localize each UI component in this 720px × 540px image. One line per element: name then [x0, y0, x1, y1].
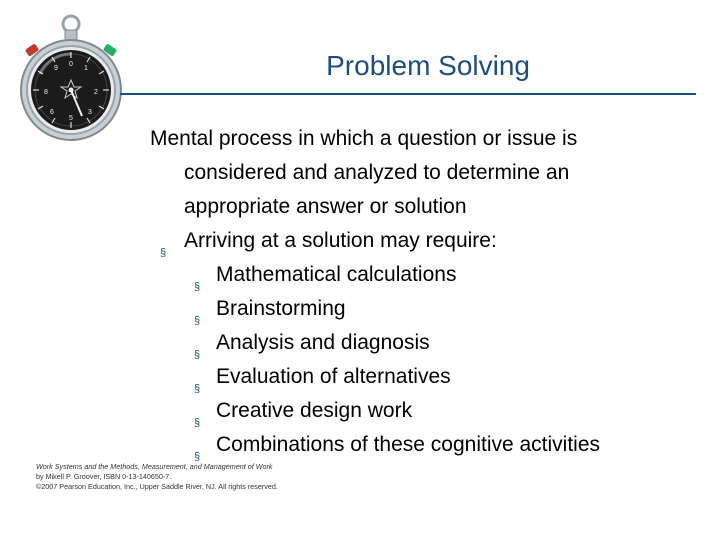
intro-line-3: appropriate answer or solution — [184, 195, 467, 218]
copyright-footer — [36, 462, 336, 492]
svg-text:2: 2 — [94, 89, 98, 96]
bullet-icon: § — [194, 281, 201, 293]
bullet-arriving — [150, 224, 710, 258]
stopwatch-icon — [18, 14, 126, 146]
bullet-icon: § — [194, 315, 201, 327]
bullet-icon: § — [194, 349, 201, 361]
title-divider — [120, 93, 696, 95]
sub-bullet-text: Mathematical calculations — [216, 263, 457, 286]
bullet-icon: § — [194, 417, 201, 429]
svg-text:9: 9 — [54, 65, 58, 72]
sub-bullet-item — [150, 258, 710, 292]
sub-bullet-text: Combinations of these cognitive activities — [216, 433, 601, 456]
slide-body — [150, 122, 710, 462]
sub-bullet-item — [150, 428, 710, 462]
footer-author: by Mikell P. Groover, ISBN 0-13-140650-7. — [36, 472, 172, 481]
sub-bullet-text: Brainstorming — [216, 297, 346, 320]
bullet-icon: § — [194, 383, 201, 395]
intro-paragraph — [150, 122, 710, 224]
bullet-icon: § — [160, 247, 167, 259]
footer-book-title: Work Systems and the Methods, Measurement, and Management of Work — [36, 462, 273, 471]
footer-copyright: ©2007 Pearson Education, Inc., Upper Saddle River, NJ. All rights reserved. — [36, 482, 278, 491]
intro-line-1: Mental process in which a question or issue is — [150, 127, 578, 150]
sub-bullet-item — [150, 360, 710, 394]
svg-text:1: 1 — [84, 65, 88, 72]
slide-title: Problem Solving — [326, 50, 530, 81]
bullet-text: Arriving at a solution may require: — [184, 229, 497, 252]
svg-text:3: 3 — [88, 109, 92, 116]
intro-line-2: considered and analyzed to determine an — [184, 161, 570, 184]
bullet-icon: § — [194, 451, 201, 463]
sub-bullet-item — [150, 394, 710, 428]
sub-bullet-text: Creative design work — [216, 399, 413, 422]
sub-bullet-text: Evaluation of alternatives — [216, 365, 451, 388]
svg-text:5: 5 — [69, 115, 73, 122]
svg-text:0: 0 — [69, 61, 73, 68]
svg-text:8: 8 — [44, 89, 48, 96]
sub-bullet-item — [150, 326, 710, 360]
sub-bullet-text: Analysis and diagnosis — [216, 331, 430, 354]
sub-bullet-item — [150, 292, 710, 326]
svg-text:6: 6 — [50, 109, 54, 116]
